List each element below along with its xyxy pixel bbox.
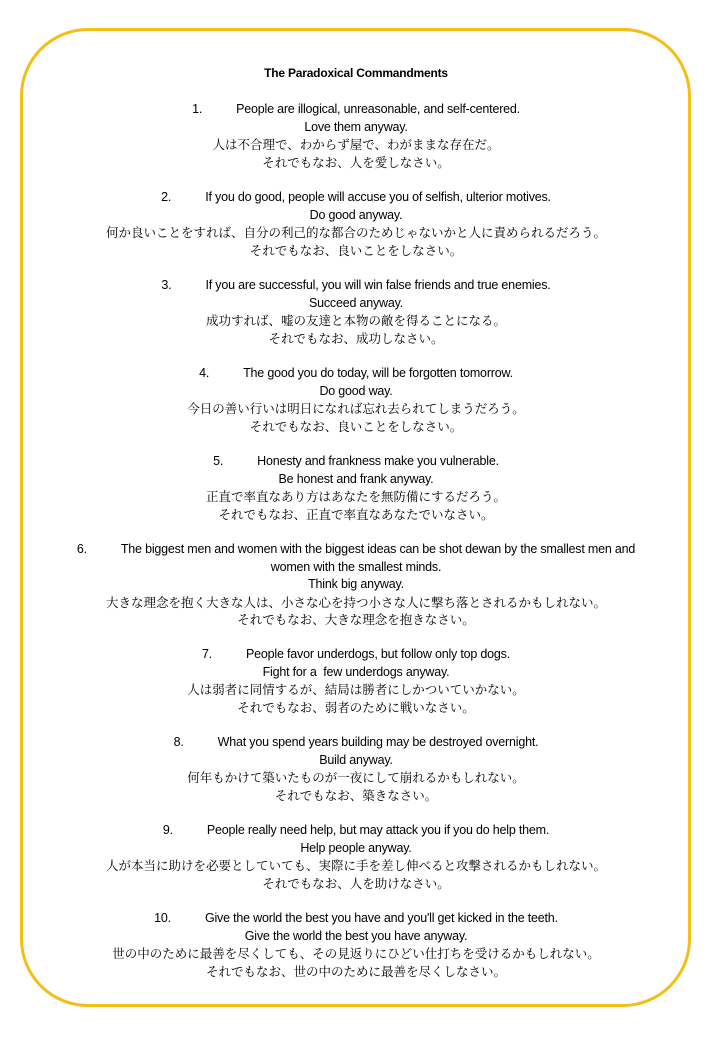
- item-response: Be honest and frank anyway.: [278, 471, 434, 486]
- item-statement: The biggest men and women with the biggest ideas can be shot dewan by the smallest men and women with the smallest minds.: [120, 542, 636, 574]
- item-number: 4.: [199, 366, 210, 380]
- item-statement: People are illogical, unreasonable, and self-centered.: [236, 102, 520, 116]
- item-response: Fight for a few underdogs anyway.: [262, 664, 450, 679]
- item-statement: If you are successful, you will win false friends and true enemies.: [205, 278, 551, 292]
- item-response-jp: それでもなお、人を助けなさい。: [262, 875, 450, 891]
- item-response-jp: それでもなお、成功しなさい。: [268, 330, 444, 346]
- commandment-7: [0, 646, 712, 716]
- commandment-1: [0, 101, 712, 171]
- item-response: Love them anyway.: [304, 119, 408, 134]
- item-statement-jp: 人が本当に助けを必要としていても、実際に手を差し伸べると攻撃されるかもしれない。: [105, 858, 606, 873]
- item-statement: Give the world the best you have and you'll get kicked in the teeth.: [204, 911, 558, 925]
- item-statement-jp: 人は不合理で、わからず屋で、わがままな存在だ。: [212, 137, 500, 152]
- item-statement-jp: 世の中のために最善を尽くしても、その見返りにひどい仕打ちを受けるかもしれない。: [112, 946, 600, 961]
- item-number: 7.: [201, 647, 213, 661]
- item-response: Help people anyway.: [300, 840, 412, 855]
- item-statement: What you spend years building may be destroyed overnight.: [217, 735, 539, 749]
- item-statement-jp: 成功すれば、嘘の友達と本物の敵を得ることになる。: [205, 313, 506, 328]
- item-response: Do good anyway.: [309, 207, 403, 222]
- item-number: 8.: [173, 735, 184, 749]
- item-response: Give the world the best you have anyway.: [244, 928, 468, 943]
- item-response: Do good way.: [319, 383, 393, 398]
- item-response-jp: それでもなお、大きな理念を抱きなさい。: [237, 612, 475, 627]
- commandment-9: [0, 822, 712, 892]
- item-response-jp: それでもなお、正直で率直なあなたでいなさい。: [218, 506, 494, 522]
- item-response: Succeed anyway.: [308, 295, 404, 310]
- item-statement-jp: 今日の善い行いは明日になれば忘れ去られてしまうだろう。: [187, 401, 525, 416]
- item-statement: If you do good, people will accuse you of selfish, ulterior motives.: [205, 190, 551, 204]
- item-statement-jp: 何年もかけて築いたものが一夜にして崩れるかもしれない。: [187, 770, 525, 785]
- item-statement-jp: 人は弱者に同情するが、結局は勝者にしかついていかない。: [187, 682, 525, 697]
- commandment-3: [0, 277, 712, 347]
- item-number: 9.: [162, 823, 173, 837]
- item-statement: People really need help, but may attack you if you do help them.: [206, 823, 550, 837]
- item-response-jp: それでもなお、世の中のために最善を尽くしなさい。: [205, 963, 506, 979]
- item-statement: The good you do today, will be forgotten tomorrow.: [243, 366, 513, 380]
- item-number: 2.: [161, 190, 172, 204]
- item-response-jp: それでもなお、弱者のために戦いなさい。: [237, 699, 475, 715]
- commandment-5: [0, 453, 712, 523]
- page-title: The Paradoxical Commandments: [264, 66, 448, 80]
- item-response: Think big anyway.: [308, 577, 404, 591]
- commandment-4: [0, 365, 712, 435]
- item-statement-jp: 大きな理念を抱く大きな人は、小さな心を持つ小さな人に撃ち落とされるかもしれない。: [105, 594, 606, 610]
- item-number: 10.: [154, 911, 171, 925]
- commandment-6: [0, 541, 712, 629]
- item-response-jp: それでもなお、人を愛しなさい。: [262, 154, 450, 170]
- item-statement: People favor underdogs, but follow only top dogs.: [246, 647, 511, 661]
- item-response-jp: それでもなお、築きなさい。: [274, 787, 438, 803]
- item-statement: Honesty and frankness make you vulnerable.: [257, 454, 499, 468]
- commandment-10: [0, 910, 712, 980]
- item-number: 6.: [76, 542, 87, 556]
- item-statement-jp: 正直で率直なあり方はあなたを無防備にするだろう。: [205, 489, 506, 504]
- item-number: 1.: [192, 102, 203, 116]
- item-number: 3.: [161, 278, 172, 292]
- commandment-8: [0, 734, 712, 804]
- commandment-2: [0, 189, 712, 259]
- item-response-jp: それでもなお、良いことをしなさい。: [249, 242, 463, 258]
- item-response: Build anyway.: [319, 752, 393, 767]
- item-number: 5.: [213, 454, 224, 468]
- item-response-jp: それでもなお、良いことをしなさい。: [249, 418, 463, 434]
- item-statement-jp: 何か良いことをすれば、自分の利己的な都合のためじゃないかと人に責められるだろう。: [105, 225, 606, 240]
